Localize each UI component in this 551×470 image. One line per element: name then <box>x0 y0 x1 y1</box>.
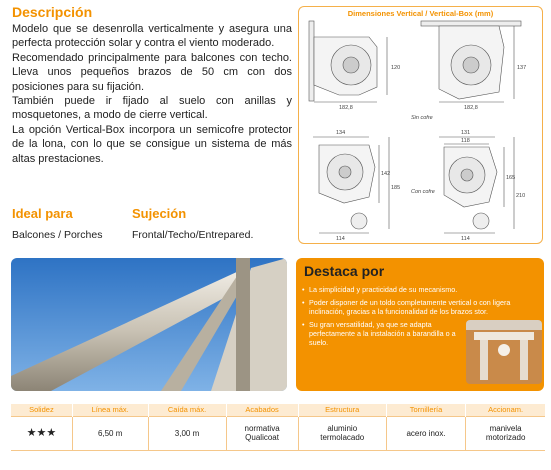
spec-header: Estructura <box>298 404 386 416</box>
bullet-icon: • <box>302 320 305 329</box>
bullet-icon: • <box>302 285 305 294</box>
spec-header-row <box>11 404 545 416</box>
spec-value: 6,50 m <box>72 416 148 450</box>
spec-value: normativa Qualicoat <box>226 416 298 450</box>
dim-label: 131 <box>461 130 471 136</box>
spec-header: Accionam. <box>466 404 545 416</box>
destaca-item: • Poder disponer de un toldo completamente vertical o con ligera inclinación, gracias a la funcionalidad de los brazos stor. <box>302 298 511 316</box>
description-paragraph: Recomendado principalmente para balcones con techo. Lleva unos pequeños brazos de 50 cm con dos posiciones para su fijación. <box>12 51 292 93</box>
spec-value: aluminio termolacado <box>298 416 386 450</box>
sujecion-value: Frontal/Techo/Entrepared. <box>132 229 254 241</box>
dim-caption: Con cofre <box>411 189 435 195</box>
sujecion-title: Sujeción <box>132 206 187 221</box>
dim-label: 142 <box>381 171 391 177</box>
dim-label: 114 <box>336 236 345 242</box>
dim-label: 182,8 <box>339 105 353 111</box>
description-title: Descripción <box>12 4 93 20</box>
description-paragraph: La opción Vertical-Box incorpora un semicofre protector de la lona, con lo que se consigue un sistema de más altas prestaciones. <box>12 123 292 165</box>
description-paragraph: Modelo que se desenrolla verticalmente y asegura una perfecta protección solar y contra el viento moderado. <box>12 23 292 50</box>
description-paragraph: También puede ir fijado al suelo con anillas y mosquetones, a modo de cierre vertical. <box>12 95 292 122</box>
spec-header: Acabados <box>226 404 298 416</box>
destaca-title: Destaca por <box>304 263 385 279</box>
destaca-list <box>302 285 511 351</box>
spec-header: Tornillería <box>386 404 465 416</box>
dim-label: 118 <box>461 138 470 144</box>
description-body <box>12 22 292 166</box>
spec-value: acero inox. <box>386 416 465 450</box>
ideal-para-value: Balcones / Porches <box>12 229 103 241</box>
spec-header: Línea máx. <box>72 404 148 416</box>
dim-caption: Sin cofre <box>411 115 433 121</box>
dimension-drawings <box>299 7 544 245</box>
dim-label: 165 <box>506 175 516 181</box>
dim-label: 114 <box>461 236 470 242</box>
spec-value: 3,00 m <box>148 416 226 450</box>
dim-label: 185 <box>391 185 401 191</box>
spec-value: manivela motorizado <box>466 416 545 450</box>
spec-header: Solidez <box>11 404 72 416</box>
spec-solidez <box>11 416 72 450</box>
dim-label: 134 <box>336 130 346 136</box>
dim-label: 210 <box>516 193 526 199</box>
destaca-panel <box>296 258 544 391</box>
spec-table <box>11 404 545 451</box>
bullet-icon: • <box>302 298 305 307</box>
dimensions-title: Dimensiones Vertical / Vertical-Box (mm) <box>347 9 494 18</box>
dim-label: 182,8 <box>464 105 478 111</box>
dim-label: 120 <box>391 65 401 71</box>
wall-hatch-left <box>309 21 314 101</box>
dim-label: 137 <box>517 65 527 71</box>
product-detail-photo <box>466 320 542 384</box>
ideal-para-title: Ideal para <box>12 206 73 221</box>
awning-photo <box>11 258 287 391</box>
star-rating-icon: ★★★ <box>26 426 57 439</box>
ceiling-hatch <box>421 21 521 26</box>
spec-header: Caída máx. <box>148 404 226 416</box>
destaca-item: • Su gran versatilidad, ya que se adapta perfectamente a la instalación a barandilla o a suelo. <box>302 320 456 347</box>
dimensions-panel <box>298 6 543 244</box>
spec-value-row <box>11 416 545 450</box>
destaca-item: • La simplicidad y practicidad de su mecanismo. <box>302 285 458 294</box>
